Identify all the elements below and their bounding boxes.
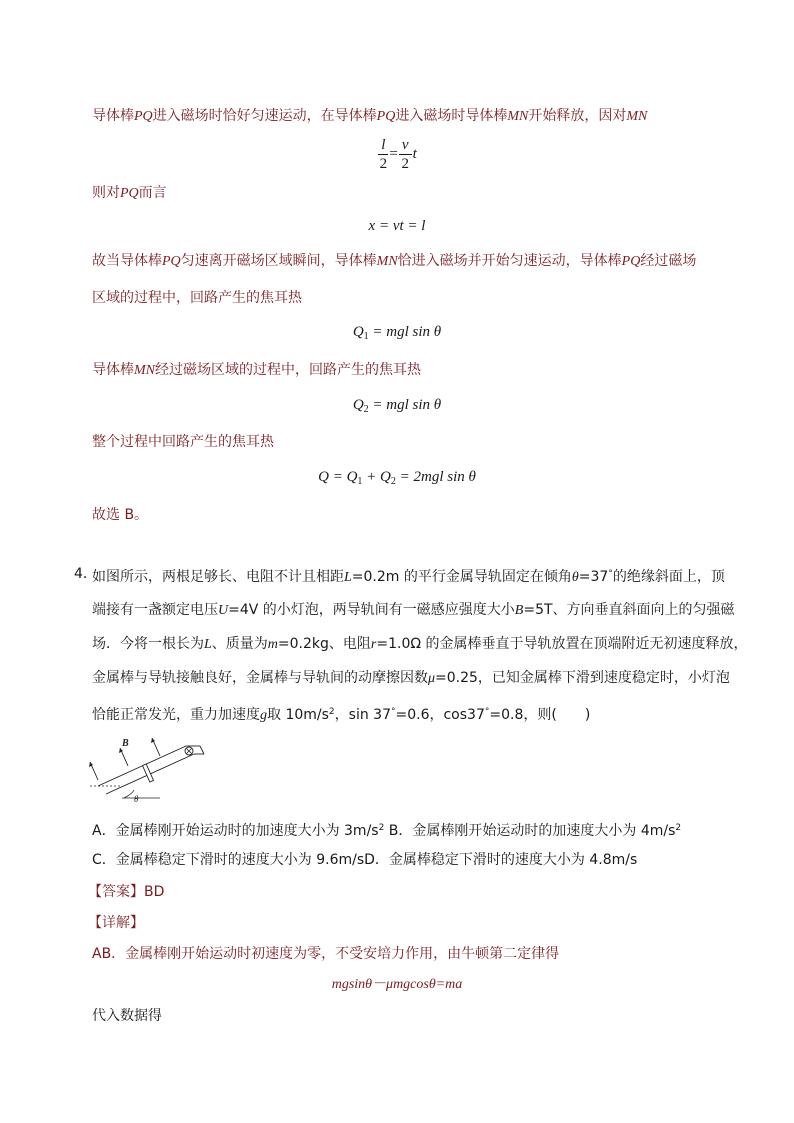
var-q: Q bbox=[352, 324, 364, 340]
question-line-4 bbox=[92, 668, 730, 689]
question-line-1 bbox=[92, 564, 725, 588]
solution-conclusion: 故选 B。 bbox=[92, 507, 149, 523]
text: =5T、方向垂直斜面向上的匀强磁 bbox=[523, 602, 735, 618]
superscript: 2 bbox=[328, 707, 335, 717]
angle-arc bbox=[124, 790, 134, 798]
text: 匀速离开磁场区域瞬间，导体棒 bbox=[180, 253, 377, 269]
text: 则对 bbox=[92, 185, 120, 201]
options-line-ab bbox=[92, 818, 681, 841]
var-mu: μ bbox=[428, 671, 436, 686]
superscript: 2 bbox=[675, 823, 682, 833]
text: 的绝缘斜面上，顶 bbox=[612, 569, 725, 585]
detail-ab-line: AB．金属棒刚开始运动时初速度为零，不受安培力作用，由牛顿第二定律得 bbox=[92, 946, 560, 962]
var-mn: MN bbox=[376, 254, 398, 269]
subscript: 1 bbox=[357, 476, 363, 487]
text: =0.6，cos37 bbox=[395, 707, 485, 723]
theta-label: θ bbox=[134, 794, 139, 804]
var-g: g bbox=[260, 708, 267, 723]
formula-text: Q = Q bbox=[318, 469, 358, 485]
text: =1.0Ω 的金属棒垂直于导轨放置在顶端附近无初速度释放， bbox=[376, 636, 748, 652]
text: 导体棒 bbox=[92, 108, 134, 124]
top-edge-side bbox=[200, 746, 204, 754]
text: ，sin 37 bbox=[334, 707, 391, 723]
degree-symbol: ° bbox=[484, 707, 490, 717]
var-pq: PQ bbox=[376, 109, 396, 124]
denominator: 2 bbox=[401, 156, 409, 172]
var-u: U bbox=[218, 603, 229, 618]
var-l: L bbox=[204, 637, 212, 652]
b-label: B bbox=[122, 738, 129, 749]
formula-fraction bbox=[0, 136, 794, 173]
option-c: C．金属棒稳定下滑时的速度大小为 9.6m/s bbox=[92, 852, 365, 868]
text: 开始释放，因对 bbox=[528, 108, 627, 124]
answer-line bbox=[88, 882, 164, 902]
text: 经过磁场区域的过程中，回路产生的焦耳热 bbox=[155, 362, 421, 378]
var-b: B bbox=[514, 603, 524, 618]
question-number: 4． bbox=[74, 566, 97, 582]
text: 故当导体棒 bbox=[92, 253, 162, 269]
var-pq: PQ bbox=[120, 186, 139, 201]
text: 进入磁场时导体棒 bbox=[395, 108, 508, 124]
solution-line-6: 整个过程中回路产生的焦耳热 bbox=[92, 434, 274, 450]
var-m: m bbox=[267, 637, 278, 652]
text: 金属棒与导轨接触良好，金属棒与导轨间的动摩擦因数 bbox=[92, 670, 428, 686]
solution-line-4: 区域的过程中，回路产生的焦耳热 bbox=[92, 290, 302, 306]
question-line-3 bbox=[92, 634, 748, 655]
formula-q-total bbox=[0, 467, 794, 492]
rail-lower bbox=[98, 746, 186, 786]
subscript: 2 bbox=[363, 404, 369, 415]
text: 而言 bbox=[138, 185, 167, 201]
var-l: L bbox=[344, 570, 352, 585]
formula-text: = mgl sin θ bbox=[368, 324, 442, 340]
formula-q2 bbox=[0, 395, 794, 420]
text: =0.2kg、电阻 bbox=[277, 636, 371, 652]
var-theta: θ bbox=[571, 570, 579, 585]
var-mn: MN bbox=[626, 109, 648, 124]
superscript: 2 bbox=[378, 823, 385, 833]
var-r: r bbox=[370, 637, 377, 652]
var-pq: PQ bbox=[621, 254, 641, 269]
var-mn: MN bbox=[134, 363, 155, 378]
option-b: B．金属棒刚开始运动时的加速度大小为 4m/s bbox=[384, 823, 676, 839]
text: 导体棒 bbox=[92, 362, 134, 378]
arrow-head bbox=[89, 762, 93, 767]
text: 场．今将一根长为 bbox=[92, 636, 204, 652]
solution-line-2 bbox=[92, 183, 167, 204]
solution-line-3 bbox=[92, 251, 696, 272]
text: =0.25，已知金属棒下滑到速度稳定时，小灯泡 bbox=[435, 670, 730, 686]
arrow-head bbox=[151, 738, 155, 743]
text: 取 10m/s bbox=[267, 707, 329, 723]
equals: = bbox=[389, 145, 398, 162]
detail-label: 【详解】 bbox=[88, 915, 144, 931]
degree-symbol: ° bbox=[608, 569, 613, 579]
var-t: t bbox=[412, 145, 417, 162]
text: =4V 的小灯泡，两导轨间有一磁感应强度大小 bbox=[228, 602, 515, 618]
option-a: A．金属棒刚开始运动时的加速度大小为 3m/s bbox=[92, 823, 379, 839]
question-line-5 bbox=[92, 702, 590, 726]
incline-figure bbox=[88, 734, 208, 806]
var-pq: PQ bbox=[134, 109, 153, 124]
fraction-l-over-2 bbox=[378, 136, 388, 173]
subscript: 2 bbox=[390, 476, 396, 487]
text: 经过磁场 bbox=[640, 253, 697, 269]
formula-text: = 2mgl sin θ bbox=[395, 469, 476, 485]
text: 恰进入磁场并开始匀速运动，导体棒 bbox=[397, 253, 622, 269]
detail-substitute-line: 代入数据得 bbox=[92, 1008, 162, 1024]
text: 端接有一盏额定电压 bbox=[92, 602, 218, 618]
var-q: Q bbox=[352, 397, 364, 413]
formula-text: = mgl sin θ bbox=[368, 397, 442, 413]
formula-text: + Q bbox=[362, 469, 391, 485]
formula-x: x = vt = l bbox=[368, 218, 426, 234]
text: 恰能正常发光，重力加速度 bbox=[92, 707, 260, 723]
text: 、质量为 bbox=[211, 636, 268, 652]
denominator: 2 bbox=[379, 156, 388, 172]
text: =0.8，则( ) bbox=[489, 707, 591, 723]
options-line-cd bbox=[92, 850, 637, 870]
question-line-2 bbox=[92, 600, 735, 621]
degree-symbol: ° bbox=[390, 707, 396, 717]
var-mn: MN bbox=[507, 109, 529, 124]
fraction-v-over-2 bbox=[399, 136, 412, 173]
text: 如图所示，两根足够长、电阻不计且相距 bbox=[92, 569, 344, 585]
formula-q1 bbox=[0, 322, 794, 347]
text: =37 bbox=[578, 569, 609, 585]
text: =0.2m 的平行金属导轨固定在倾角 bbox=[351, 569, 572, 585]
solution-line-5 bbox=[92, 360, 421, 381]
text: 进入磁场时恰好匀速运动，在导体棒 bbox=[152, 108, 377, 124]
answer-value: BD bbox=[144, 884, 165, 900]
var-pq: PQ bbox=[162, 254, 181, 269]
option-d: D．金属棒稳定下滑时的速度大小为 4.8m/s bbox=[364, 852, 638, 868]
numerator: l bbox=[378, 136, 388, 155]
formula-newton: mgsinθ－μmgcosθ=ma bbox=[331, 977, 463, 992]
subscript: 1 bbox=[363, 331, 369, 342]
numerator: v bbox=[399, 136, 412, 155]
answer-label: 【答案】 bbox=[88, 884, 144, 900]
solution-line-1 bbox=[92, 106, 647, 127]
